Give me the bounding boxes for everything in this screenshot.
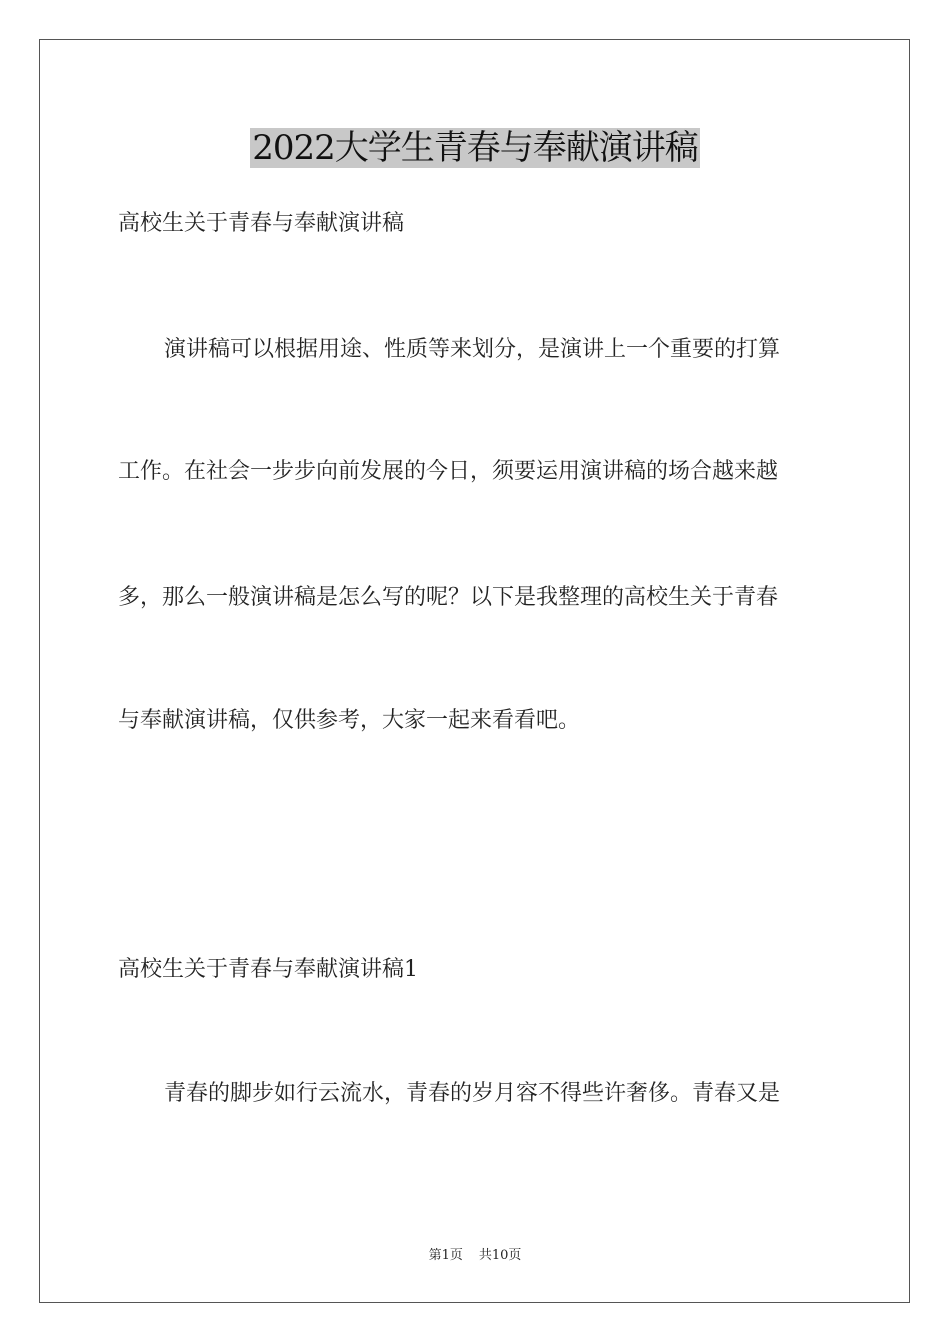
total-pages: 共10页 (478, 1248, 522, 1263)
paragraph-line: 演讲稿可以根据用途、性质等来划分，是演讲上一个重要的打算 (164, 337, 781, 362)
document-title: 2022大学生青春与奉献演讲稿 (252, 128, 698, 168)
page-number: 第1页 (428, 1248, 463, 1263)
paragraph-line: 青春的脚步如行云流水，青春的岁月容不得些许奢侈。青春又是 (164, 1081, 781, 1106)
paragraph-line: 工作。在社会一步步向前发展的今日，须要运用演讲稿的场合越来越 (118, 459, 779, 484)
section-heading: 高校生关于青春与奉献演讲稿1 (118, 957, 418, 982)
subtitle: 高校生关于青春与奉献演讲稿 (118, 211, 405, 236)
page-footer (0, 1247, 950, 1265)
title-block (0, 128, 950, 168)
paragraph-line: 多，那么一般演讲稿是怎么写的呢？以下是我整理的高校生关于青春 (118, 585, 779, 610)
paragraph-line: 与奉献演讲稿，仅供参考，大家一起来看看吧。 (118, 708, 581, 733)
